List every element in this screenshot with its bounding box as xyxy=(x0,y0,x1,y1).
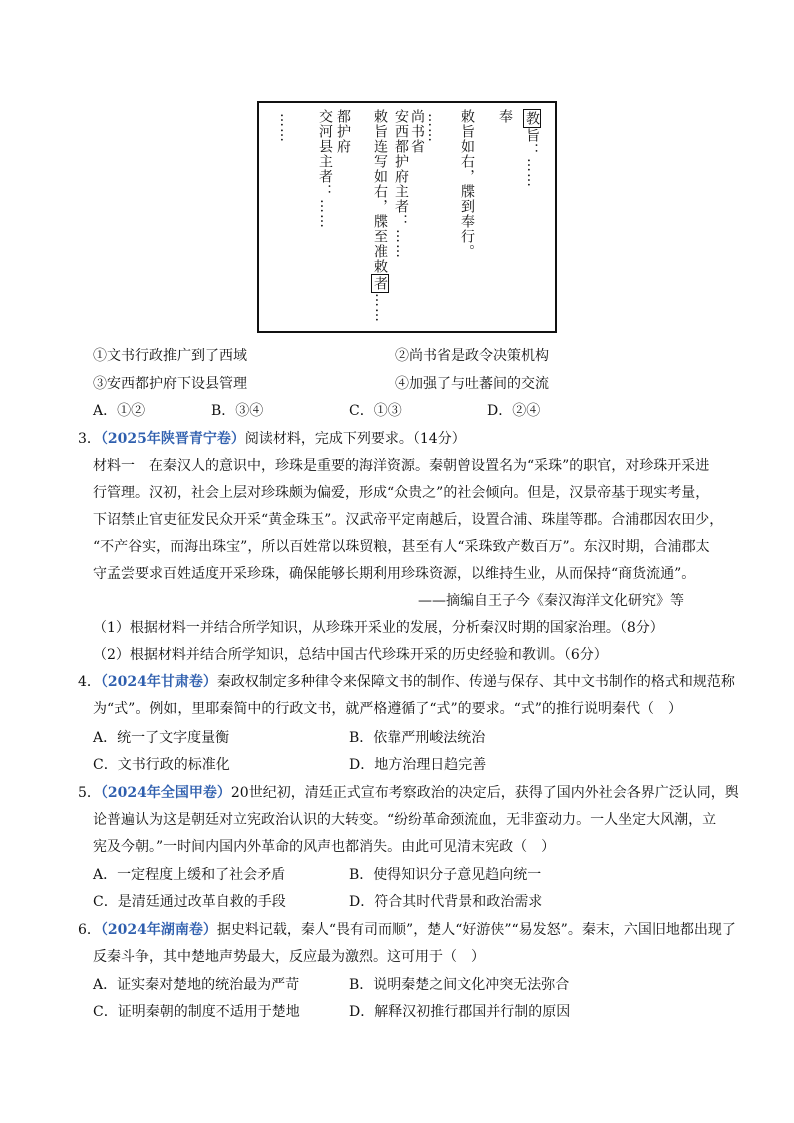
question-source: （2025年陕晋青宁卷） xyxy=(100,431,245,447)
answer-choice[interactable]: C．是清廷通过改革自救的手段 xyxy=(93,894,286,910)
question-stem-line: 反秦斗争，其中楚地声势最大，反应最为激烈。这可用于（ ） xyxy=(93,949,485,965)
answer-choice[interactable]: D．地方治理日趋完善 xyxy=(349,757,487,773)
answer-choice[interactable]: D．②④ xyxy=(487,403,541,419)
question-6-header xyxy=(78,921,736,939)
question-stem-line: 为“式”。例如，里耶秦简中的行政文书，就严格遵循了“式”的要求。“式”的推行说明秦代（ ） xyxy=(93,701,682,717)
question-source: （2024年湖南卷） xyxy=(100,922,217,938)
statement-item: ③安西都护府下设县管理 xyxy=(93,376,247,392)
question-source: （2024年全国甲卷） xyxy=(100,785,231,801)
statement-item: ④加强了与吐蕃间的交流 xyxy=(395,376,549,392)
material-citation: ——摘编自王子今《秦汉海洋文化研究》等 xyxy=(418,593,684,609)
question-3-header xyxy=(78,430,466,448)
question-stem-line: 宪及今朝。”一时间内国内外革命的风声也都消失。由此可见清末宪政（ ） xyxy=(93,839,556,855)
material-line: 守孟尝要求百姓适度开采珍珠，确保能够长期利用珍珠资源，以维持生业，从而保持“商货流通”。 xyxy=(93,566,696,582)
answer-choice[interactable]: D．符合其时代背景和政治需求 xyxy=(349,894,543,910)
answer-choice[interactable]: C．文书行政的标准化 xyxy=(93,757,230,773)
figure-column: 安西都护府主者：…… xyxy=(393,109,409,259)
question-number: 3． xyxy=(78,431,101,447)
statement-item: ①文书行政推广到了西域 xyxy=(93,348,247,364)
question-stem: 20世纪初，清廷正式宣布考察政治的决定后，获得了国内外社会各界广泛认同，舆 xyxy=(230,785,739,801)
question-5-header xyxy=(78,784,739,802)
answer-choice[interactable]: C．①③ xyxy=(349,403,402,419)
figure-column: 尚书省 xyxy=(409,109,425,154)
answer-choice[interactable]: A．统一了文字度量衡 xyxy=(93,730,230,746)
figure-column: 交河县主者：…… xyxy=(317,109,333,229)
boxed-character: 者 xyxy=(372,276,388,291)
answer-choice[interactable]: B．依靠严刑峻法统治 xyxy=(349,730,486,746)
question-source: （2024年甘肃卷） xyxy=(100,674,217,690)
figure-column: 都护府 xyxy=(335,109,351,154)
boxed-character: 教 xyxy=(524,111,540,126)
answer-choice[interactable]: B．③④ xyxy=(211,403,264,419)
document-figure xyxy=(257,101,557,333)
figure-column: 奉 xyxy=(497,109,513,124)
question-number: 5． xyxy=(78,785,101,801)
statement-item: ②尚书省是政令决策机构 xyxy=(395,348,549,364)
material-line: “不产谷实，而海出珠宝”，所以百姓常以珠贸粮，甚至有人“采珠致产数百万”。东汉时期，合浦郡太 xyxy=(93,539,710,555)
answer-choice[interactable]: C．证明秦朝的制度不适用于楚地 xyxy=(93,1004,300,1020)
figure-column: 敕旨如右，牒到奉行。 xyxy=(459,109,475,259)
question-stem: 秦政权制定多种律令来保障文书的制作、传递与保存、其中文书制作的格式和规范称 xyxy=(216,674,735,690)
figure-column: 敕旨连写如右，牒至准敕者…… xyxy=(372,109,388,323)
question-number: 4． xyxy=(78,674,101,690)
answer-choice[interactable]: B．使得知识分子意见趋向统一 xyxy=(349,867,542,883)
figure-column: …… xyxy=(277,113,293,143)
question-stem: 据史料记载，秦人“畏有司而顺”，楚人“好游侠”“易发怒”。秦末，六国旧地都出现了 xyxy=(216,922,736,938)
answer-choice[interactable]: A．①② xyxy=(93,403,146,419)
answer-choice[interactable]: A．证实秦对楚地的统治最为严苛 xyxy=(93,977,300,993)
figure-column: 教旨：…… xyxy=(524,111,540,188)
figure-column: …… xyxy=(425,113,441,143)
material-line: 材料一 在秦汉人的意识中，珍珠是重要的海洋资源。秦朝曾设置名为“采珠”的职官，对珍珠开采进 xyxy=(93,458,710,474)
sub-question: （1）根据材料一并结合所学知识，从珍珠开采业的发展，分析秦汉时期的国家治理。（8分） xyxy=(93,620,664,636)
material-line: 下诏禁止官吏征发民众开采“黄金珠玉”。汉武帝平定南越后，设置合浦、珠崖等郡。合浦郡因农田少， xyxy=(93,512,724,528)
question-number: 6． xyxy=(78,922,101,938)
answer-choice[interactable]: B．说明秦楚之间文化冲突无法弥合 xyxy=(349,977,570,993)
question-stem: 阅读材料，完成下列要求。（14分） xyxy=(244,431,466,447)
sub-question: （2）根据材料并结合所学知识，总结中国古代珍珠开采的历史经验和教训。（6分） xyxy=(93,647,608,663)
question-4-header xyxy=(78,673,735,691)
answer-choice[interactable]: D．解释汉初推行郡国并行制的原因 xyxy=(349,1004,571,1020)
answer-choice[interactable]: A．一定程度上缓和了社会矛盾 xyxy=(93,867,286,883)
material-line: 行管理。汉初，社会上层对珍珠颇为偏爱，形成“众贵之”的社会倾向。但是，汉景帝基于现实考量， xyxy=(93,485,710,501)
question-stem-line: 论普遍认为这是朝廷对立宪政治认识的大转变。“纷纷革命颈流血，无非蛮动力。一人坐定大风潮，立 xyxy=(93,812,717,828)
